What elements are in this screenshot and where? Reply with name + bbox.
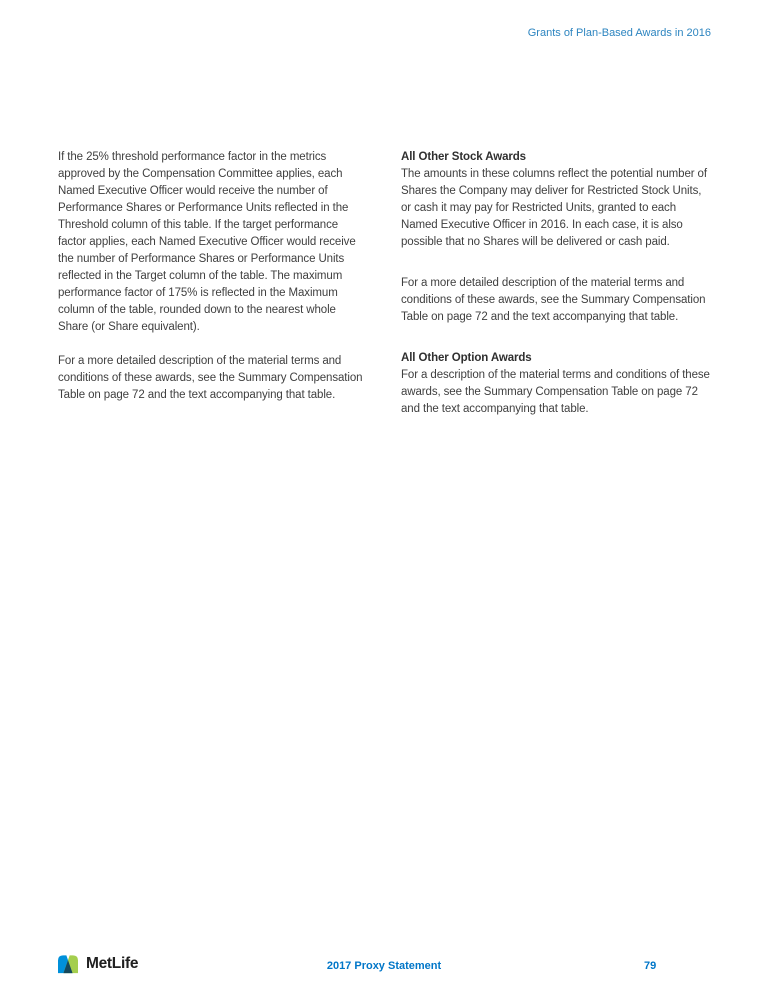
brand-wordmark: MetLife bbox=[86, 955, 139, 972]
paragraph: For a more detailed description of the material terms and conditions of these awards, see the Summary Compensation Table on page 72 and the text accompanying that table. bbox=[58, 355, 363, 401]
right-column bbox=[401, 149, 712, 435]
paragraph: If the 25% threshold performance factor in the metrics approved by the Compensation Committee applies, each Named Executive Officer would receive the number of Performance Shares or Performance Units reflected in the Threshold column of this table. If the target performance factor applies, each Named Executive Officer would receive the number of Performance Shares or Performance Units reflected in the Target column of the table. The maximum performance factor of 175% is reflected in the Maximum column of the table, rounded down to the nearest whole Share (or Share equivalent). bbox=[58, 151, 356, 333]
paragraph: The amounts in these columns reflect the potential number of Shares the Company may deliver for Restricted Stock Units, or cash it may pay for Restricted Units, granted to each Named Executive Officer in 2016. In each case, it is also possible that no Shares will be delivered or cash paid. bbox=[401, 168, 707, 248]
footer-title: 2017 Proxy Statement bbox=[326, 960, 442, 972]
page-number: 79 bbox=[644, 960, 657, 972]
page-footer bbox=[0, 951, 768, 983]
section-heading: All Other Option Awards bbox=[401, 352, 532, 364]
paragraph: For a more detailed description of the material terms and conditions of these awards, see the Summary Compensation Table on page 72 and the text accompanying that table. bbox=[401, 277, 706, 323]
paragraph: For a description of the material terms and conditions of these awards, see the Summary Compensation Table on page 72 and the text accompanying that table. bbox=[401, 369, 710, 415]
content-columns bbox=[58, 149, 712, 435]
left-column bbox=[58, 149, 369, 435]
section-heading: All Other Stock Awards bbox=[401, 151, 526, 163]
running-header: Grants of Plan-Based Awards in 2016 bbox=[527, 27, 711, 39]
